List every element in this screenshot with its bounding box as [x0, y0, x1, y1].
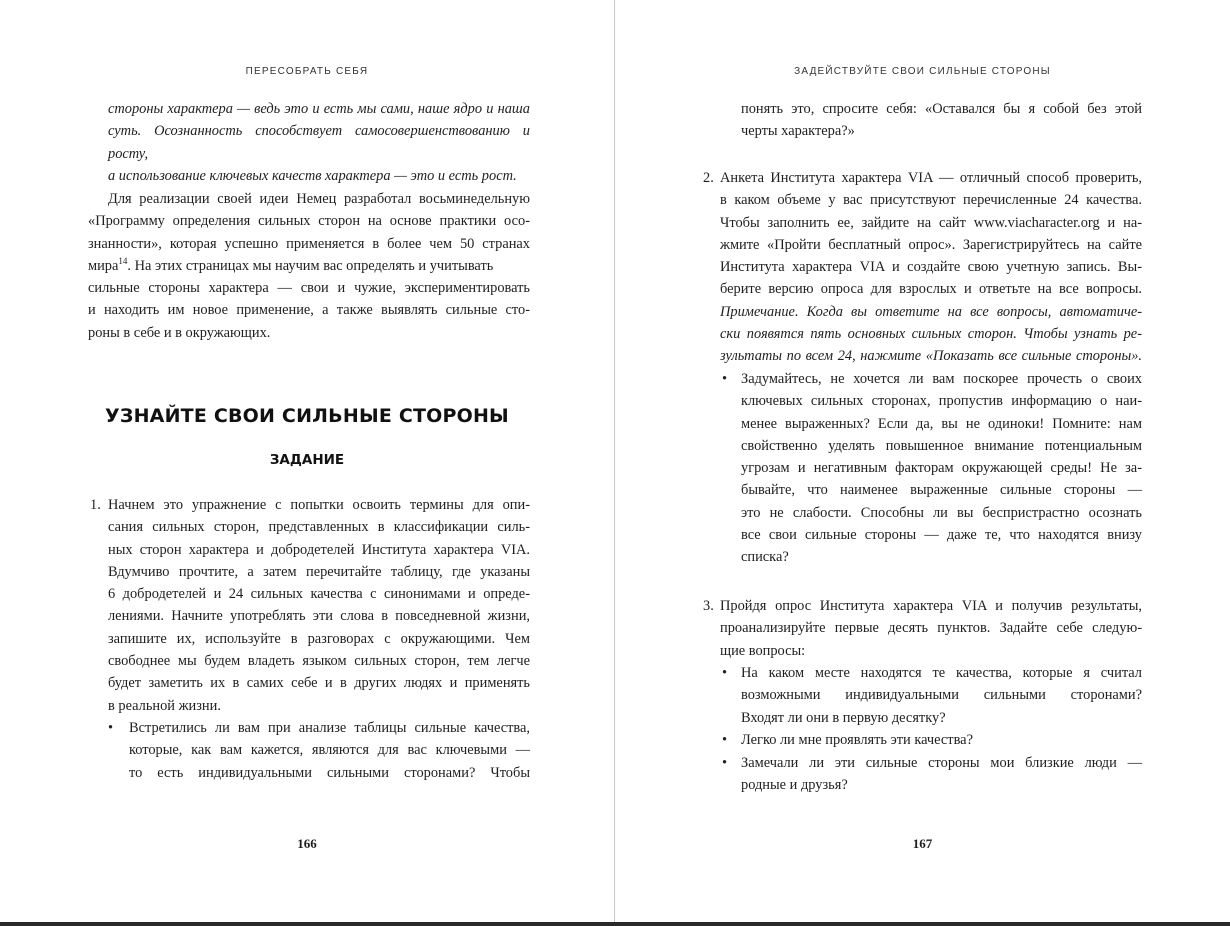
text-line: Встретились ли вам при анализе таблицы сильные качества, — [129, 720, 530, 736]
text-line: Для реализации своей идеи Немец разработал восьминедельную — [108, 191, 530, 207]
list-number: 3. — [703, 598, 714, 614]
task-heading: ЗАДАНИЕ — [269, 452, 345, 468]
text-line: то есть индивидуальными сильными сторонами? Чтобы — [129, 764, 530, 781]
text-line: Института характера VIA и создайте свою учетную запись. Вы- — [720, 259, 1142, 276]
text-line: суть. Осознанность способствует самосовершенствованию и росту, — [108, 123, 530, 162]
list-number: 2. — [703, 170, 714, 186]
text-line: Пройдя опрос Института характера VIA и получив результаты, — [720, 598, 1142, 614]
note-line: зультаты по всем 24, нажмите «Показать все сильные стороны». — [720, 348, 1142, 365]
text-line: запишите их, используйте в разговорах с окружающими. Чем — [108, 630, 530, 647]
text-line-with-footnote — [88, 255, 530, 277]
text-line: все свои сильные стороны — даже те, что находятся внизу — [741, 527, 1142, 544]
text-line: в реальной жизни. — [108, 697, 221, 714]
text-line: Замечали ли эти сильные стороны мои близкие люди — — [741, 755, 1142, 771]
list-item-3-bullet — [741, 729, 1142, 751]
footnote-ref[interactable]: 14 — [118, 256, 128, 267]
text-fragment: . На этих страницах мы научим вас определять и учитывать — [127, 257, 494, 274]
bullet-marker: • — [108, 720, 114, 736]
text-line: свободнее мы будем владеть языком сильных сторон, тем легче — [108, 653, 530, 670]
text-line: будет заметить их в самих себе и в других людях и применять — [108, 675, 530, 692]
text-line: лениями. Начните употреблять эти слова в повседневной жизни, — [108, 608, 530, 625]
text-line: угрозам и негативным факторам окружающей среды! Не за- — [741, 460, 1142, 477]
note-line: Примечание. Когда вы ответите на все вопросы, автоматиче- — [720, 303, 1142, 320]
list-item-3-bullet — [741, 662, 1142, 729]
bottom-edge — [0, 922, 1230, 926]
list-item-1-bullet — [129, 717, 530, 784]
text-line: Легко ли мне проявлять эти качества? — [741, 732, 973, 748]
bullet-marker: • — [722, 755, 728, 771]
text-line: понять это, спросите себя: «Оставался бы я собой без этой — [741, 101, 1142, 117]
list-item-3 — [720, 595, 1142, 662]
text-line: списка? — [741, 549, 789, 566]
section-heading: УЗНАЙТЕ СВОИ СИЛЬНЫЕ СТОРОНЫ — [105, 405, 509, 427]
page-number-left: 166 — [297, 836, 317, 851]
text-line: 6 добродетелей и 24 сильных качества с синонимами и опреде- — [108, 586, 530, 603]
bullet-marker: • — [722, 732, 728, 748]
text-line: Вдумчиво прочтите, а затем перечитайте таблицу, где указаны — [108, 563, 530, 580]
text-line: возможными индивидуальными сильными сторонами? — [741, 687, 1142, 704]
text-line: щие вопросы: — [720, 642, 806, 659]
list-number: 1. — [90, 497, 101, 513]
note-line: ски появятся пять основных сильных сторон. Чтобы узнать ре- — [720, 326, 1142, 343]
text-line: которые, как вам кажется, являются для вас ключевыми — — [129, 742, 530, 759]
text-line: берите версию опроса для взрослых и ответьте на все вопросы. — [720, 281, 1142, 298]
running-header-right: ЗАДЕЙСТВУЙТЕ СВОИ СИЛЬНЫЕ СТОРОНЫ — [794, 66, 1051, 77]
text-line: менее выраженных? Если да, вы не одиноки! Помните: нам — [741, 415, 1142, 432]
text-line: стороны характера — ведь это и есть мы сами, наше ядро и наша — [108, 101, 530, 117]
list-item-2-bullet — [741, 368, 1142, 569]
list-item-1 — [108, 494, 530, 717]
text-line: Задумайтесь, не хочется ли вам поскорее прочесть о своих — [741, 371, 1142, 387]
text-line: и находить им новое применение, а также выявлять сильные сто- — [88, 302, 530, 319]
bullet-marker: • — [722, 371, 728, 387]
text-fragment: мира — [88, 257, 119, 274]
right-page — [615, 0, 1230, 926]
text-line: На каком месте находятся те качества, которые я считал — [741, 665, 1142, 681]
text-line: это не слабости. Способны ли вы беспристрастно осознать — [741, 504, 1142, 521]
text-line: «Программу определения сильных сторон на основе практики осо- — [88, 213, 530, 230]
text-line: знанности», которая успешно применяется в более чем 50 странах — [88, 235, 530, 252]
text-line: Чтобы заполнить ее, зайдите на сайт www.viacharacter.org и на- — [720, 214, 1142, 231]
page-number-right: 167 — [912, 836, 933, 851]
text-line: роны в себе и в окружающих. — [88, 324, 271, 341]
body-paragraph — [88, 188, 530, 344]
text-line: в каком объеме у вас присутствуют перечисленные 24 качества. — [720, 192, 1142, 209]
text-line: родные и друзья? — [741, 777, 848, 794]
text-line: жмите «Пройти бесплатный опрос». Зарегистрируйтесь на сайте — [720, 236, 1142, 253]
text-line: сильные стороны характера — свои и чужие, экспериментировать — [88, 280, 530, 297]
text-line: проанализируйте первые десять пунктов. Задайте себе следую- — [720, 620, 1142, 637]
text-line: сания сильных сторон, представленных в классификации силь- — [108, 519, 530, 536]
text-line: Входят ли они в первую десятку? — [741, 709, 946, 726]
quote-block — [108, 98, 530, 187]
list-item-3-bullet — [741, 752, 1142, 797]
list-item-2 — [720, 167, 1142, 368]
continued-bullet — [741, 98, 1142, 143]
text-line: свойственно уделять повышенное внимание потенциальным — [741, 437, 1142, 454]
bullet-marker: • — [722, 665, 728, 681]
running-header-left: ПЕРЕСОБРАТЬ СЕБЯ — [245, 66, 369, 77]
left-page — [0, 0, 614, 926]
text-line: бывайте, что наименее выраженные сильные стороны — — [741, 482, 1142, 499]
text-line: Анкета Института характера VIA — отличный способ проверить, — [720, 170, 1142, 186]
text-line: ных сторон характера и добродетелей Института характера VIA. — [108, 541, 530, 558]
text-line: а использование ключевых качеств характера — это и есть рост. — [108, 167, 517, 184]
text-line: черты характера?» — [741, 123, 855, 140]
text-line: Начнем это упражнение с попытки освоить термины для опи- — [108, 497, 530, 513]
text-line: ключевых сильных сторонах, пропустив информацию о наи- — [741, 393, 1142, 410]
